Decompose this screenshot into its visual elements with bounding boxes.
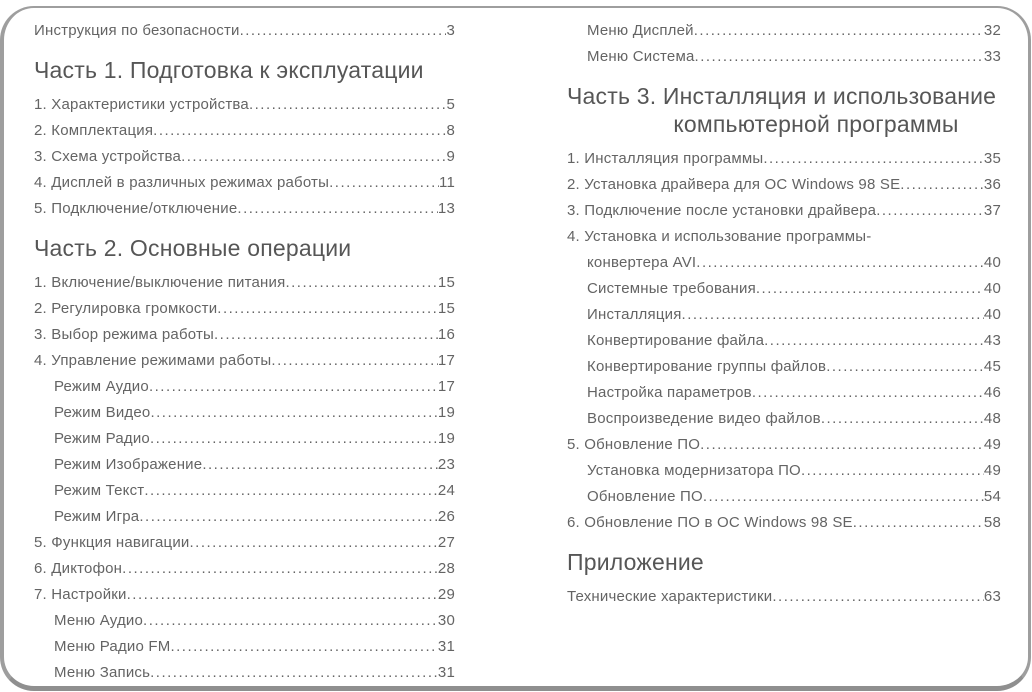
toc-entry-page: 29 xyxy=(437,586,455,603)
toc-entry-page: 11 xyxy=(439,174,455,191)
section-heading xyxy=(34,56,455,84)
toc-entry-label: 6. Обновление ПО в ОС Windows 98 SE xyxy=(567,514,853,531)
toc-entry-page: 49 xyxy=(983,462,1001,479)
toc-entry-label: Установка модернизатора ПО xyxy=(587,462,801,479)
toc-entry xyxy=(34,118,455,144)
toc-entry-label: Обновление ПО xyxy=(587,488,703,505)
toc-entry-page: 23 xyxy=(437,456,455,473)
toc-entry xyxy=(567,584,1001,610)
toc-entry xyxy=(567,302,1001,328)
toc-entry xyxy=(567,250,1001,276)
toc-entry-label: Режим Изображение xyxy=(54,456,203,473)
toc-entry-label: Технические характеристики xyxy=(567,588,773,605)
toc-entry-label: Инсталляция xyxy=(587,306,682,323)
toc-leader-dots xyxy=(122,556,438,582)
toc-entry-page: 17 xyxy=(437,352,455,369)
toc-entry-label: Меню Дисплей xyxy=(587,22,694,39)
toc-leader-dots xyxy=(217,296,438,322)
toc-entry-page: 48 xyxy=(983,410,1001,427)
toc-leader-dots xyxy=(703,484,984,510)
toc-leader-dots xyxy=(150,660,438,686)
toc-leader-dots xyxy=(801,458,984,484)
toc-entry xyxy=(34,426,455,452)
toc-entry-label: Режим Видео xyxy=(54,404,151,421)
toc-entry xyxy=(567,328,1001,354)
toc-entry-label: 4. Установка и использование программы- xyxy=(567,228,872,245)
toc-leader-dots xyxy=(876,198,984,224)
toc-entry xyxy=(34,196,455,222)
table-of-contents xyxy=(4,8,1028,686)
toc-entry-label: Режим Текст xyxy=(54,482,145,499)
toc-entry-page: 33 xyxy=(983,48,1001,65)
toc-entry-page: 19 xyxy=(437,430,455,447)
toc-entry-label: Меню Радио FM xyxy=(54,638,171,655)
toc-entry xyxy=(34,18,455,44)
toc-leader-dots xyxy=(139,504,438,530)
toc-entry-label: Меню Аудио xyxy=(54,612,144,629)
toc-entry xyxy=(567,198,1001,224)
section-heading xyxy=(567,82,1001,138)
toc-entry-label: Меню Система xyxy=(587,48,695,65)
section-heading xyxy=(34,234,455,262)
toc-entry-page: 8 xyxy=(446,122,455,139)
toc-entry xyxy=(34,452,455,478)
toc-leader-dots xyxy=(202,452,438,478)
toc-entry-page: 58 xyxy=(983,514,1001,531)
toc-leader-dots xyxy=(285,270,437,296)
toc-entry xyxy=(567,406,1001,432)
toc-entry-page: 40 xyxy=(983,254,1001,271)
toc-entry-page: 5 xyxy=(446,96,455,113)
toc-entry xyxy=(567,484,1001,510)
toc-entry-label: Конвертирование группы файлов xyxy=(587,358,827,375)
toc-entry-page: 19 xyxy=(437,404,455,421)
toc-entry-label: 3. Схема устройства xyxy=(34,148,182,165)
toc-entry-label: Меню Запись xyxy=(54,664,151,681)
toc-entry xyxy=(567,458,1001,484)
toc-column-left xyxy=(34,18,455,686)
toc-entry-label: 5. Функция навигации xyxy=(34,534,190,551)
toc-entry-label: 2. Комплектация xyxy=(34,122,154,139)
toc-entry-page: 43 xyxy=(983,332,1001,349)
toc-entry-page: 37 xyxy=(983,202,1001,219)
toc-leader-dots xyxy=(127,582,438,608)
toc-entry-page: 54 xyxy=(983,488,1001,505)
toc-leader-dots xyxy=(271,348,437,374)
toc-leader-dots xyxy=(756,276,984,302)
toc-leader-dots xyxy=(214,322,438,348)
toc-entry xyxy=(34,374,455,400)
toc-entry xyxy=(34,322,455,348)
toc-leader-dots xyxy=(329,170,439,196)
toc-entry xyxy=(567,18,1001,44)
toc-leader-dots xyxy=(772,584,984,610)
toc-entry-label: 6. Диктофон xyxy=(34,560,123,577)
toc-entry-label: Конвертирование файла xyxy=(587,332,765,349)
toc-entry xyxy=(34,92,455,118)
toc-entry-label: Настройка параметров xyxy=(587,384,752,401)
toc-entry-page: 9 xyxy=(446,148,455,165)
toc-leader-dots xyxy=(764,328,984,354)
toc-entry-page: 24 xyxy=(437,482,455,499)
toc-entry-label: конвертера AVI xyxy=(587,254,697,271)
toc-entry-label: 3. Выбор режима работы xyxy=(34,326,214,343)
toc-entry-label: Режим Аудио xyxy=(54,378,149,395)
toc-leader-dots xyxy=(694,18,984,44)
toc-leader-dots xyxy=(900,172,984,198)
toc-entry-label: 4. Управление режимами работы xyxy=(34,352,272,369)
toc-entry-page: 13 xyxy=(437,200,455,217)
section-heading-line: компьютерной программы xyxy=(673,111,959,137)
toc-entry xyxy=(567,276,1001,302)
toc-entry-label: 5. Подключение/отключение xyxy=(34,200,238,217)
toc-leader-dots xyxy=(821,406,984,432)
toc-entry-page: 28 xyxy=(437,560,455,577)
toc-entry-label: Воспроизведение видео файлов xyxy=(587,410,821,427)
toc-entry-label: Системные требования xyxy=(587,280,756,297)
toc-entry-page: 15 xyxy=(437,274,455,291)
toc-entry-page: 46 xyxy=(983,384,1001,401)
toc-entry-page: 32 xyxy=(983,22,1001,39)
toc-entry xyxy=(34,144,455,170)
toc-leader-dots xyxy=(150,426,438,452)
toc-entry xyxy=(567,44,1001,70)
toc-entry-page: 31 xyxy=(437,664,455,681)
toc-leader-dots xyxy=(752,380,984,406)
section-heading-line: Часть 2. Основные операции xyxy=(34,235,352,261)
toc-entry xyxy=(34,296,455,322)
toc-entry-page: 26 xyxy=(437,508,455,525)
toc-entry xyxy=(567,380,1001,406)
toc-entry xyxy=(34,634,455,660)
toc-entry-page: 36 xyxy=(983,176,1001,193)
toc-entry xyxy=(567,224,1001,250)
toc-leader-dots xyxy=(763,146,984,172)
manual-page xyxy=(0,6,1031,691)
toc-entry xyxy=(34,608,455,634)
toc-entry-page: 35 xyxy=(983,150,1001,167)
toc-entry xyxy=(34,504,455,530)
toc-leader-dots xyxy=(144,478,438,504)
section-heading-line: Приложение xyxy=(567,549,704,575)
toc-leader-dots xyxy=(853,510,984,536)
toc-entry-page: 49 xyxy=(983,436,1001,453)
toc-leader-dots xyxy=(249,92,447,118)
toc-entry-label: 4. Дисплей в различных режимах работы xyxy=(34,174,330,191)
section-heading xyxy=(567,548,1001,576)
toc-entry-page: 16 xyxy=(437,326,455,343)
toc-entry-label: 2. Установка драйвера для ОС Windows 98 SE xyxy=(567,176,901,193)
toc-leader-dots xyxy=(240,18,447,44)
toc-entry-label: 2. Регулировка громкости xyxy=(34,300,218,317)
toc-leader-dots xyxy=(696,250,984,276)
toc-entry xyxy=(567,146,1001,172)
toc-leader-dots xyxy=(237,196,438,222)
toc-leader-dots xyxy=(153,118,446,144)
toc-entry-label: 7. Настройки xyxy=(34,586,127,603)
toc-entry-page: 31 xyxy=(437,638,455,655)
toc-column-right xyxy=(567,18,1001,686)
toc-entry-label: 3. Подключение после установки драйвера xyxy=(567,202,877,219)
toc-entry xyxy=(567,354,1001,380)
toc-entry xyxy=(567,432,1001,458)
toc-leader-dots xyxy=(826,354,984,380)
toc-entry xyxy=(34,530,455,556)
toc-leader-dots xyxy=(143,608,438,634)
toc-entry xyxy=(34,400,455,426)
toc-entry xyxy=(34,270,455,296)
toc-leader-dots xyxy=(695,44,984,70)
toc-entry-label: 5. Обновление ПО xyxy=(567,436,701,453)
toc-entry-label: 1. Включение/выключение питания xyxy=(34,274,286,291)
toc-entry-page: 17 xyxy=(437,378,455,395)
toc-entry-page: 45 xyxy=(983,358,1001,375)
toc-leader-dots xyxy=(190,530,438,556)
toc-entry-label: Режим Радио xyxy=(54,430,150,447)
toc-entry-label: 1. Инсталляция программы xyxy=(567,150,764,167)
toc-entry-page: 15 xyxy=(437,300,455,317)
toc-entry-page: 40 xyxy=(983,280,1001,297)
toc-entry xyxy=(567,510,1001,536)
section-heading-line: Часть 3. Инсталляция и использование xyxy=(567,83,997,109)
toc-entry-label: 1. Характеристики устройства xyxy=(34,96,249,113)
toc-entry xyxy=(567,172,1001,198)
toc-entry xyxy=(34,556,455,582)
toc-entry-label: Инструкция по безопасности xyxy=(34,22,240,39)
toc-entry-page: 30 xyxy=(437,612,455,629)
toc-entry-label: Режим Игра xyxy=(54,508,140,525)
toc-leader-dots xyxy=(700,432,984,458)
toc-entry xyxy=(34,348,455,374)
toc-entry xyxy=(34,170,455,196)
section-heading-line: Часть 1. Подготовка к эксплуатации xyxy=(34,57,424,83)
toc-entry-page: 63 xyxy=(983,588,1001,605)
toc-entry xyxy=(34,660,455,686)
toc-entry-page: 3 xyxy=(446,22,455,39)
toc-entry xyxy=(34,478,455,504)
toc-leader-dots xyxy=(181,144,446,170)
toc-entry-page: 40 xyxy=(983,306,1001,323)
toc-leader-dots xyxy=(682,302,984,328)
toc-leader-dots xyxy=(149,374,438,400)
toc-leader-dots xyxy=(150,400,437,426)
toc-leader-dots xyxy=(170,634,437,660)
toc-entry-page: 27 xyxy=(437,534,455,551)
toc-entry xyxy=(34,582,455,608)
